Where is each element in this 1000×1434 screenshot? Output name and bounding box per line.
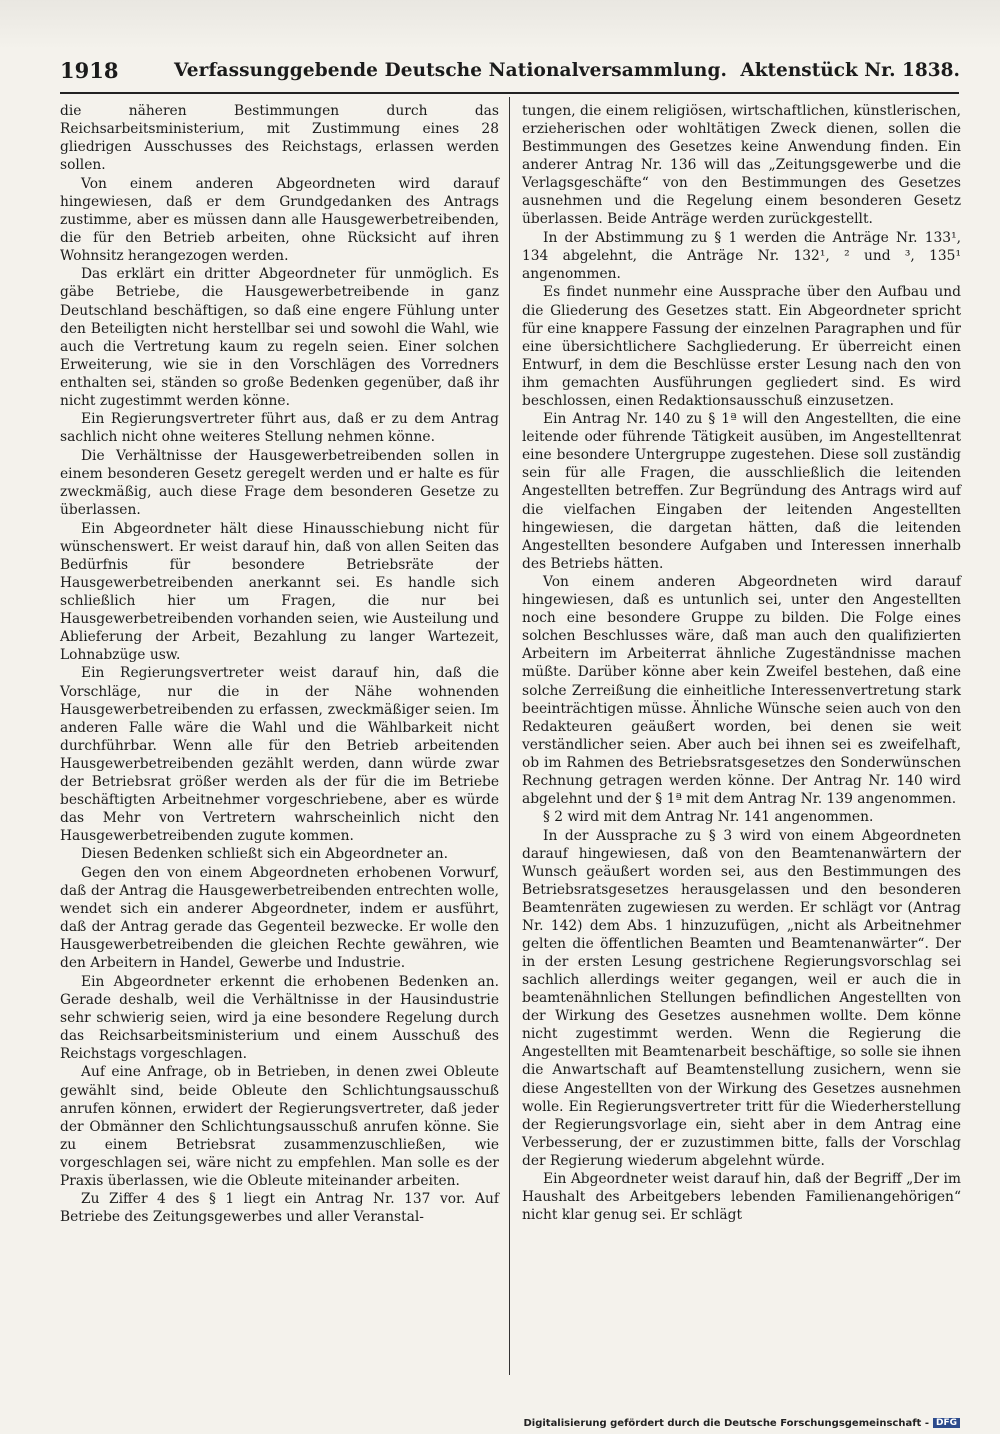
- scan-edge: [0, 0, 1000, 50]
- document-reference: Aktenstück Nr. 1838.: [740, 60, 960, 81]
- paragraph: Von einem anderen Abgeordneten wird darauf hingewiesen, daß es untunlich sei, unter den Angestellten noch eine besondere Gruppe zu bilden. Die Folge eines solchen Beschlusses wäre, daß man auch den qualifizierten Arbeitern im Arbeiterrat ähnliche Zugeständnisse machen müßte. Darüber könne aber kein Zweifel bestehen, daß eine solche Zerreißung die einheitliche Interessenvertretung stark beeinträchtigen müsse. Ähnliche Wünsche seien auch von den Redakteuren geäußert worden, bei denen sie weit verständlicher seien. Aber auch bei ihnen sei es zweifelhaft, ob im Rahmen des Betriebsratsgesetzes den Sonderwünschen Rechnung getragen werden könne. Der Antrag Nr. 140 wird abgelehnt und der § 1ª mit dem Antrag Nr. 139 angenommen.: [522, 574, 961, 807]
- paragraph: Gegen den von einem Abgeordneten erhobenen Vorwurf, daß der Antrag die Hausgewerbetreibenden entrechten wolle, wendet sich ein anderer Abgeordneter, indem er ausführt, daß der Antrag gerade das Gegenteil bezwecke. Er wolle den Hausgewerbetreibenden die gleichen Rechte gewähren, wie den Arbeitern in Handel, Gewerbe und Industrie.: [60, 864, 499, 972]
- paragraph: Ein Regierungsvertreter führt aus, daß er zu dem Antrag sachlich nicht ohne weiteres Stellung nehmen könne.: [60, 411, 499, 446]
- dfg-logo: DFG: [933, 1418, 960, 1428]
- digitization-footer: [523, 1418, 960, 1429]
- paragraph: Zu Ziffer 4 des § 1 liegt ein Antrag Nr. 137 vor. Auf Betriebe des Zeitungsgewerbes und aller Veranstal-: [60, 1191, 499, 1226]
- footer-text: Digitalisierung gefördert durch die Deutsche Forschungsgemeinschaft -: [523, 1418, 929, 1429]
- paragraph: Ein Abgeordneter erkennt die erhobenen Bedenken an. Gerade deshalb, weil die Verhältnisse in der Hausindustrie sehr schwierig seien, wird ja eine besondere Regelung durch das Reichsarbeitsministerium und einem Ausschuß des Reichstags vorgeschlagen.: [60, 973, 499, 1062]
- paragraph: Ein Antrag Nr. 140 zu § 1ª will den Angestellten, die eine leitende oder führende Tätigkeit ausüben, im Angestelltenrat eine besondere Untergruppe zugestehen. Diese soll zuständig sein für alle Fragen, die ausschließlich die leitenden Angestellten betreffen. Zur Begründung des Antrags wird auf die vielfachen Eingaben der leitenden Angestellten hingewiesen, die dargetan hätten, daß die leitenden Angestellten besondere Aufgaben und Interessen innerhalb des Betriebs hätten.: [522, 411, 961, 572]
- paragraph: In der Abstimmung zu § 1 werden die Anträge Nr. 133¹, 134 abgelehnt, die Anträge Nr. 132¹, ² und ³, 135¹ angenommen.: [522, 229, 961, 282]
- paragraph: Die Verhältnisse der Hausgewerbetreibenden sollen in einem besonderen Gesetz geregelt werden und er halte es für zweckmäßig, auch diese Frage dem besonderen Gesetze zu überlassen.: [60, 447, 499, 519]
- page-number: 1918: [60, 58, 119, 83]
- paragraph: Ein Regierungsvertreter weist darauf hin, daß die Vorschläge, nur die in der Nähe wohnenden Hausgewerbetreibenden zu erfassen, zweckmäßiger seien. Im anderen Falle wäre die Wahl und die Wählbarkeit nicht durchführbar. Wenn alle für den Betrieb arbeitenden Hausgewerbetreibenden gezählt werden, dann würde zwar der Betriebsrat größer werden als der für die im Betriebe beschäftigten Arbeitnehmer vorgeschriebene, aber es würde das Mehr von Vertretern wahrscheinlich nicht den Hausgewerbetreibenden zugute kommen.: [60, 665, 499, 844]
- paragraph: Es findet nunmehr eine Aussprache über den Aufbau und die Gliederung des Gesetzes statt. Ein Abgeordneter spricht für eine knappere Fassung der einzelnen Paragraphen und für eine übersichtlichere Sachgliederung. Er überreicht einen Entwurf, in dem die Beschlüsse erster Lesung nach den von ihm gemachten Ausführungen gegliedert sind. Es wird beschlossen, einen Redaktionsausschuß einzusetzen.: [522, 284, 961, 409]
- paragraph: § 2 wird mit dem Antrag Nr. 141 angenommen.: [543, 809, 874, 826]
- right-column: [522, 102, 961, 1225]
- paragraph: Das erklärt ein dritter Abgeordneter für unmöglich. Es gäbe Betriebe, die Hausgewerbetreibende in ganz Deutschland beschäftigen, so daß eine engere Fühlung unter den Beteiligten nicht herstellbar sei und sowohl die Wahl, wie auch die Vertretung kaum zu regeln seien. Einer solchen Erweiterung, wie sie in den Vorschlägen des Vorredners enthalten sei, ständen so große Bedenken gegenüber, daß ihr nicht zugestimmt werden könne.: [60, 266, 499, 409]
- column-divider: [509, 97, 510, 1375]
- paragraph: tungen, die einem religiösen, wirtschaftlichen, künstlerischen, erzieherischen oder wohltätigen Zweck dienen, sollen die Bestimmungen des Gesetzes keine Anwendung finden. Ein anderer Antrag Nr. 136 will das „Zeitungsgewerbe und die Verlagsgeschäfte“ von den Bestimmungen des Gesetzes ausnehmen und die Regelung einem besonderen Gesetz überlassen. Beide Anträge werden zurückgestellt.: [522, 103, 961, 228]
- header-title: Verfassunggebende Deutsche Nationalversammlung.: [174, 60, 728, 81]
- paragraph: die näheren Bestimmungen durch das Reichsarbeitsministerium, mit Zustimmung eines 28 gliedrigen Ausschusses des Reichstags, erlassen werden sollen.: [60, 103, 499, 174]
- page-header: [60, 58, 960, 88]
- left-column: [60, 102, 499, 1227]
- paragraph: Auf eine Anfrage, ob in Betrieben, in denen zwei Obleute gewählt sind, beide Obleute den Schlichtungsausschuß anrufen können, erwidert der Regierungsvertreter, daß jeder der Obmänner den Schlichtungsausschuß anrufen könne. Sie zu einem Betriebsrat zusammenzuschließen, wie vorgeschlagen sei, wäre nicht zu empfehlen. Man solle es der Praxis überlassen, wie die Obleute miteinander arbeiten.: [60, 1064, 499, 1189]
- paragraph: Von einem anderen Abgeordneten wird darauf hingewiesen, daß er dem Grundgedanken des Antrags zustimme, aber es müssen dann alle Hausgewerbetreibenden, die für den Betrieb arbeiten, ohne Rücksicht auf ihren Wohnsitz herangezogen werden.: [60, 175, 499, 264]
- header-rule: [60, 92, 959, 94]
- paragraph: Ein Abgeordneter hält diese Hinausschiebung nicht für wünschenswert. Er weist darauf hin, daß von allen Seiten das Bedürfnis für besondere Betriebsräte der Hausgewerbetreibenden anerkannt sei. Es handle sich schließlich hier um Fragen, die nur bei Hausgewerbetreibenden vorhanden seien, wie Austeilung und Ablieferung der Arbeit, Bezahlung zu langer Wartezeit, Lohnabzüge usw.: [60, 520, 499, 663]
- paragraph: Ein Abgeordneter weist darauf hin, daß der Begriff „Der im Haushalt des Arbeitgebers lebenden Familienangehörigen“ nicht klar genug sei. Er schlägt: [522, 1171, 961, 1224]
- paragraph: In der Aussprache zu § 3 wird von einem Abgeordneten darauf hingewiesen, daß von den Beamtenanwärtern der Wunsch geäußert worden sei, aus den Bestimmungen des Betriebsratsgesetzes herausgelassen und den besonderen Beamtenräten zugewiesen zu werden. Er schlägt vor (Antrag Nr. 142) dem Abs. 1 hinzuzufügen, „nicht als Arbeitnehmer gelten die öffentlichen Beamten und Beamtenanwärter“. Der in der ersten Lesung gestrichene Regierungsvorschlag sei sachlich allerdings weiter gegangen, weil er auch die in beamtenähnlichen Stellungen befindlichen Angestellten von der Wirkung des Gesetzes ausnehmen wollte. Dem könne nicht zugestimmt werden. Wenn die Regierung die Angestellten mit Beamtenarbeit beschäftige, so solle sie ihnen die Anwartschaft auf Beamtenstellung zusichern, wenn sie diese Angestellten von der Wirkung des Gesetzes ausnehmen wolle. Ein Regierungsvertreter tritt für die Wiederherstellung der Regierungsvorlage ein, sieht aber in dem Antrag eine Verbesserung, der er zuzustimmen bitte, falls der Vorschlag der Regierung wiederum abgelehnt würde.: [522, 827, 961, 1169]
- paragraph: Diesen Bedenken schließt sich ein Abgeordneter an.: [81, 846, 449, 863]
